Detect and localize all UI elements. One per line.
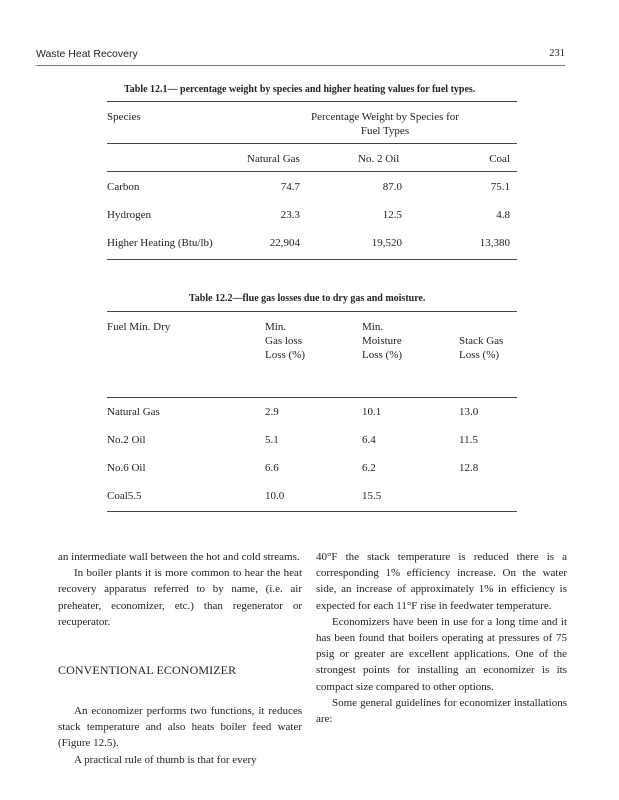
table1-group-header-line1: Percentage Weight by Species for [311,111,459,123]
table2-cell: 6.6 [265,462,279,474]
table1-cell: 13,380 [479,237,510,249]
table2-cell: 6.4 [362,434,376,446]
table1-row-label: Carbon [107,181,140,193]
table2-header-gas-loss-line3: Loss (%) [265,349,306,361]
table1-cell: 22,904 [269,237,300,249]
paragraph: Some general guidelines for economizer installations are: [316,696,567,726]
table1-row-label: Hydrogen [107,209,151,221]
table2-cell: 11.5 [459,434,478,446]
table2-row-label: No.6 Oil [107,462,146,474]
table1-col-natural-gas: Natural Gas [247,153,300,165]
table2-row-label: Coal5.5 [107,490,142,502]
table2-cell: 10.1 [362,406,382,418]
table1-col-coal: Coal [489,153,510,165]
table1-cell: 4.8 [496,209,510,221]
table2-row-label: No.2 Oil [107,434,146,446]
running-title: Waste Heat Recovery [36,48,138,60]
section-heading: CONVENTIONAL ECONOMIZER [58,663,237,677]
left-column [58,549,302,630]
table1-cell: 23.3 [280,209,300,221]
table2-header-stack-line2: Stack Gas [459,335,504,347]
table2-header-stack-line3: Loss (%) [459,349,500,361]
table1-cell: 12.5 [382,209,402,221]
paragraph: In boiler plants it is more common to hear the heat recovery apparatus referred to by name, (i.e. air preheater, economizer, etc.) than regenerator or recuperator. [58,567,302,628]
paragraph: an intermediate wall between the hot and cold streams. [58,551,300,563]
table1-top-rule [107,101,517,102]
page-header [36,47,565,66]
table1-cell: 19,520 [371,237,402,249]
table2-top-rule [107,311,517,312]
table1-cell: 74.7 [280,181,300,193]
table1-group-header-line2: Fuel Types [360,125,410,137]
table1-row-label: Higher Heating (Btu/lb) [107,237,213,249]
paragraph: 40°F the stack temperature is reduced there is a corresponding 1% efficiency increase. On the water side, an increase of approximately 1% in efficiency is expected for each 11°F rise in feedwater temperature. [316,551,567,612]
right-column [316,549,567,727]
table2-cell: 6.2 [362,462,376,474]
table2-header-moisture-line1: Min. [362,321,384,333]
table2-cell: 5.1 [265,434,279,446]
table1-bottom-rule [107,259,517,260]
table1-caption: Table 12.1— percentage weight by species and higher heating values for fuel types. [124,84,476,95]
table2-header-gas-loss-line2: Gas loss [265,335,302,347]
paragraph: A practical rule of thumb is that for every [74,753,257,766]
table1-mid-rule [107,143,517,144]
table2-cell: 15.5 [362,490,382,502]
table2-cell: 12.8 [459,462,479,474]
table2-cell: 10.0 [265,490,285,502]
table2-header-moisture-line2: Moisture [362,335,402,347]
table1-header-rule [107,171,517,172]
table2-header-moisture-line3: Loss (%) [362,349,403,361]
table2-header-gas-loss-line1: Min. [265,321,287,333]
table2-row-label: Natural Gas [107,406,160,418]
paragraph: Economizers have been in use for a long time and it has been found that boilers operating at pressures of 75 psig or greater are excellent applications. One of the strongest points for installing an economizer is its compact size compared to other options. [316,615,567,693]
table2-header-fuel: Fuel Min. Dry [107,321,171,333]
table1-col-no2-oil: No. 2 Oil [358,153,400,165]
table1-cell: 87.0 [382,181,402,193]
table2-header-rule [107,397,517,398]
page-number: 231 [549,48,565,59]
table1-species-header: Species [107,111,141,123]
table2-cell: 2.9 [265,406,279,418]
table1-cell: 75.1 [490,181,510,193]
table2-cell: 13.0 [459,406,479,418]
left-column-lower [58,703,302,768]
paragraph: An economizer performs two functions, it reduces stack temperature and also heats boiler feed water (Figure 12.5). [58,705,302,750]
table2-bottom-rule [107,511,517,512]
table2-caption: Table 12.2—flue gas losses due to dry gas and moisture. [189,293,426,304]
